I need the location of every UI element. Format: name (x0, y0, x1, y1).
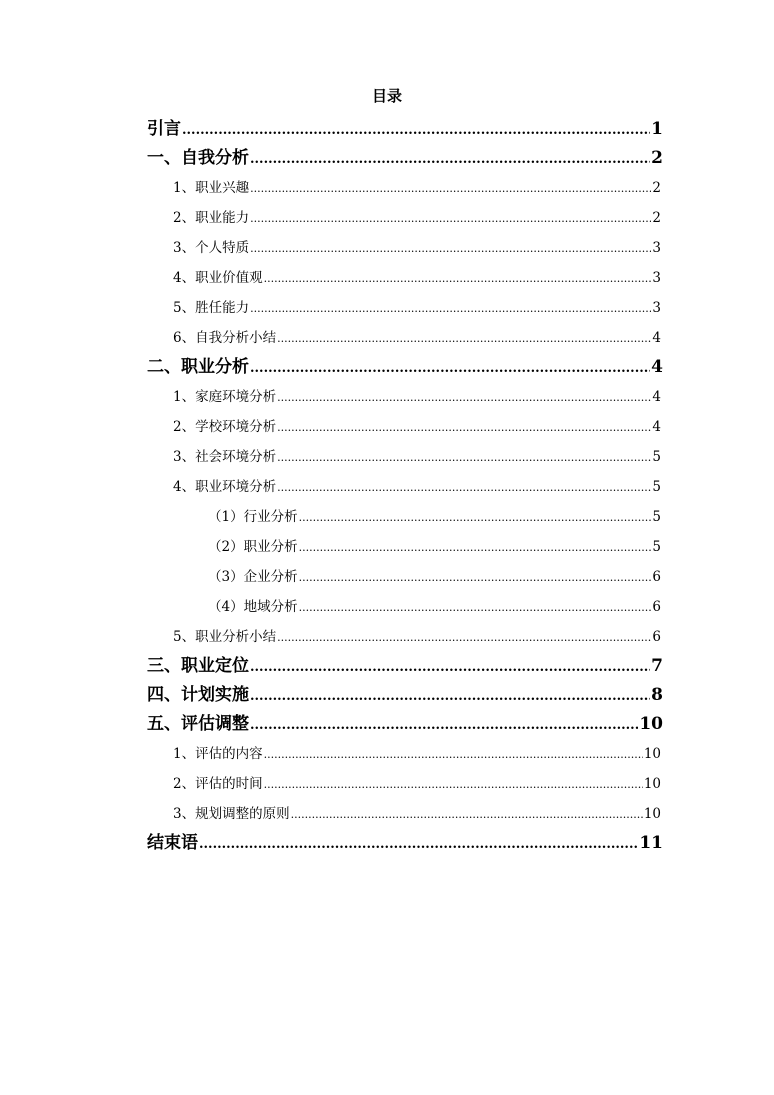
toc-dot-leader (250, 173, 651, 204)
toc-dot-leader (264, 739, 643, 770)
toc-dot-leader (277, 323, 651, 354)
toc-dot-leader (299, 502, 652, 533)
toc-entry-label: 6、自我分析小结 (173, 330, 277, 346)
toc-entry[interactable] (147, 799, 663, 829)
toc-entry-label: 2、评估的时间 (173, 776, 263, 792)
toc-page-number: 10 (643, 746, 661, 762)
toc-entry[interactable] (147, 652, 663, 681)
toc-entry[interactable] (147, 710, 663, 739)
toc-dot-leader (250, 353, 650, 383)
toc-page-number: 1 (651, 119, 663, 139)
toc-dot-leader (250, 710, 638, 740)
toc-page-number: 4 (652, 330, 661, 346)
toc-entry-label: 1、职业兴趣 (173, 180, 250, 196)
toc-page-number: 6 (652, 629, 661, 645)
toc-page-number: 2 (651, 148, 663, 168)
toc-page-number: 4 (651, 357, 663, 377)
toc-entry-label: （3）企业分析 (208, 569, 298, 585)
toc-entry-label: 引言 (147, 119, 181, 139)
toc-entry[interactable] (147, 681, 663, 710)
toc-entry[interactable] (147, 173, 663, 203)
toc-page-number: 8 (651, 685, 663, 705)
toc-page-number: 4 (652, 419, 661, 435)
toc-entry[interactable] (147, 502, 663, 532)
toc-entry-label: 三、职业定位 (147, 656, 249, 676)
toc-page-number: 2 (652, 180, 661, 196)
toc-entry-label: 3、社会环境分析 (173, 449, 277, 465)
toc-entry[interactable] (147, 562, 663, 592)
toc-page-number: 5 (652, 539, 661, 555)
toc-entry-label: 5、胜任能力 (173, 300, 250, 316)
toc-dot-leader (250, 293, 651, 324)
toc-entry[interactable] (147, 769, 663, 799)
toc-entry[interactable] (147, 323, 663, 353)
toc-dot-leader (277, 622, 651, 653)
toc-page-number: 3 (652, 300, 661, 316)
toc-entry[interactable] (147, 829, 663, 858)
toc-dot-leader (250, 652, 650, 682)
toc-dot-leader (291, 799, 643, 830)
toc-page-number: 10 (643, 776, 661, 792)
toc-page-number: 3 (652, 270, 661, 286)
toc-entry-label: 二、职业分析 (147, 357, 249, 377)
toc-entry-label: 4、职业环境分析 (173, 479, 277, 495)
toc-entry[interactable] (147, 115, 663, 144)
toc-entry[interactable] (147, 144, 663, 173)
toc-dot-leader (299, 592, 652, 623)
toc-dot-leader (299, 562, 652, 593)
toc-page-number: 5 (652, 509, 661, 525)
toc-page-number: 10 (639, 714, 663, 734)
toc-entry-label: 2、职业能力 (173, 210, 250, 226)
toc-entry[interactable] (147, 412, 663, 442)
toc-page-number: 11 (639, 833, 663, 853)
toc-entry[interactable] (147, 233, 663, 263)
toc-dot-leader (250, 681, 650, 711)
toc-entry-label: （1）行业分析 (208, 509, 298, 525)
toc-entry-label: 2、学校环境分析 (173, 419, 277, 435)
toc-entry[interactable] (147, 739, 663, 769)
toc-entry-label: 3、规划调整的原则 (173, 806, 290, 822)
toc-entry-label: 五、评估调整 (147, 714, 249, 734)
toc-entry[interactable] (147, 382, 663, 412)
toc-entry[interactable] (147, 353, 663, 382)
toc-dot-leader (299, 532, 652, 563)
toc-page-number: 5 (652, 449, 661, 465)
toc-page-number: 5 (652, 479, 661, 495)
toc-entry[interactable] (147, 472, 663, 502)
toc-dot-leader (264, 769, 643, 800)
toc-page-number: 6 (652, 569, 661, 585)
toc-entry[interactable] (147, 592, 663, 622)
toc-title: 目录 (371, 87, 402, 105)
toc-entry-label: 4、职业价值观 (173, 270, 263, 286)
toc-entry-label: 3、个人特质 (173, 240, 250, 256)
toc-list (147, 115, 663, 858)
toc-page-number: 10 (643, 806, 661, 822)
toc-dot-leader (277, 442, 651, 473)
toc-entry-label: 四、计划实施 (147, 685, 249, 705)
toc-dot-leader (250, 203, 651, 234)
toc-entry-label: （4）地域分析 (208, 599, 298, 615)
toc-entry-label: 一、自我分析 (147, 148, 249, 168)
toc-entry-label: 1、评估的内容 (173, 746, 263, 762)
toc-entry-label: 1、家庭环境分析 (173, 389, 277, 405)
toc-page-number: 6 (652, 599, 661, 615)
toc-dot-leader (250, 233, 651, 264)
toc-dot-leader (277, 412, 651, 443)
toc-page-number: 2 (652, 210, 661, 226)
toc-dot-leader (182, 115, 650, 145)
toc-page-number: 3 (652, 240, 661, 256)
toc-dot-leader (277, 472, 651, 503)
toc-dot-leader (250, 144, 650, 174)
toc-entry[interactable] (147, 263, 663, 293)
toc-entry[interactable] (147, 203, 663, 233)
toc-entry[interactable] (147, 532, 663, 562)
toc-entry-label: （2）职业分析 (208, 539, 298, 555)
toc-dot-leader (264, 263, 652, 294)
toc-entry-label: 结束语 (147, 833, 198, 853)
toc-entry[interactable] (147, 293, 663, 323)
toc-entry[interactable] (147, 622, 663, 652)
toc-page-number: 4 (652, 389, 661, 405)
toc-entry[interactable] (147, 442, 663, 472)
toc-entry-label: 5、职业分析小结 (173, 629, 277, 645)
toc-dot-leader (277, 382, 651, 413)
toc-page-number: 7 (651, 656, 663, 676)
toc-dot-leader (199, 829, 638, 859)
